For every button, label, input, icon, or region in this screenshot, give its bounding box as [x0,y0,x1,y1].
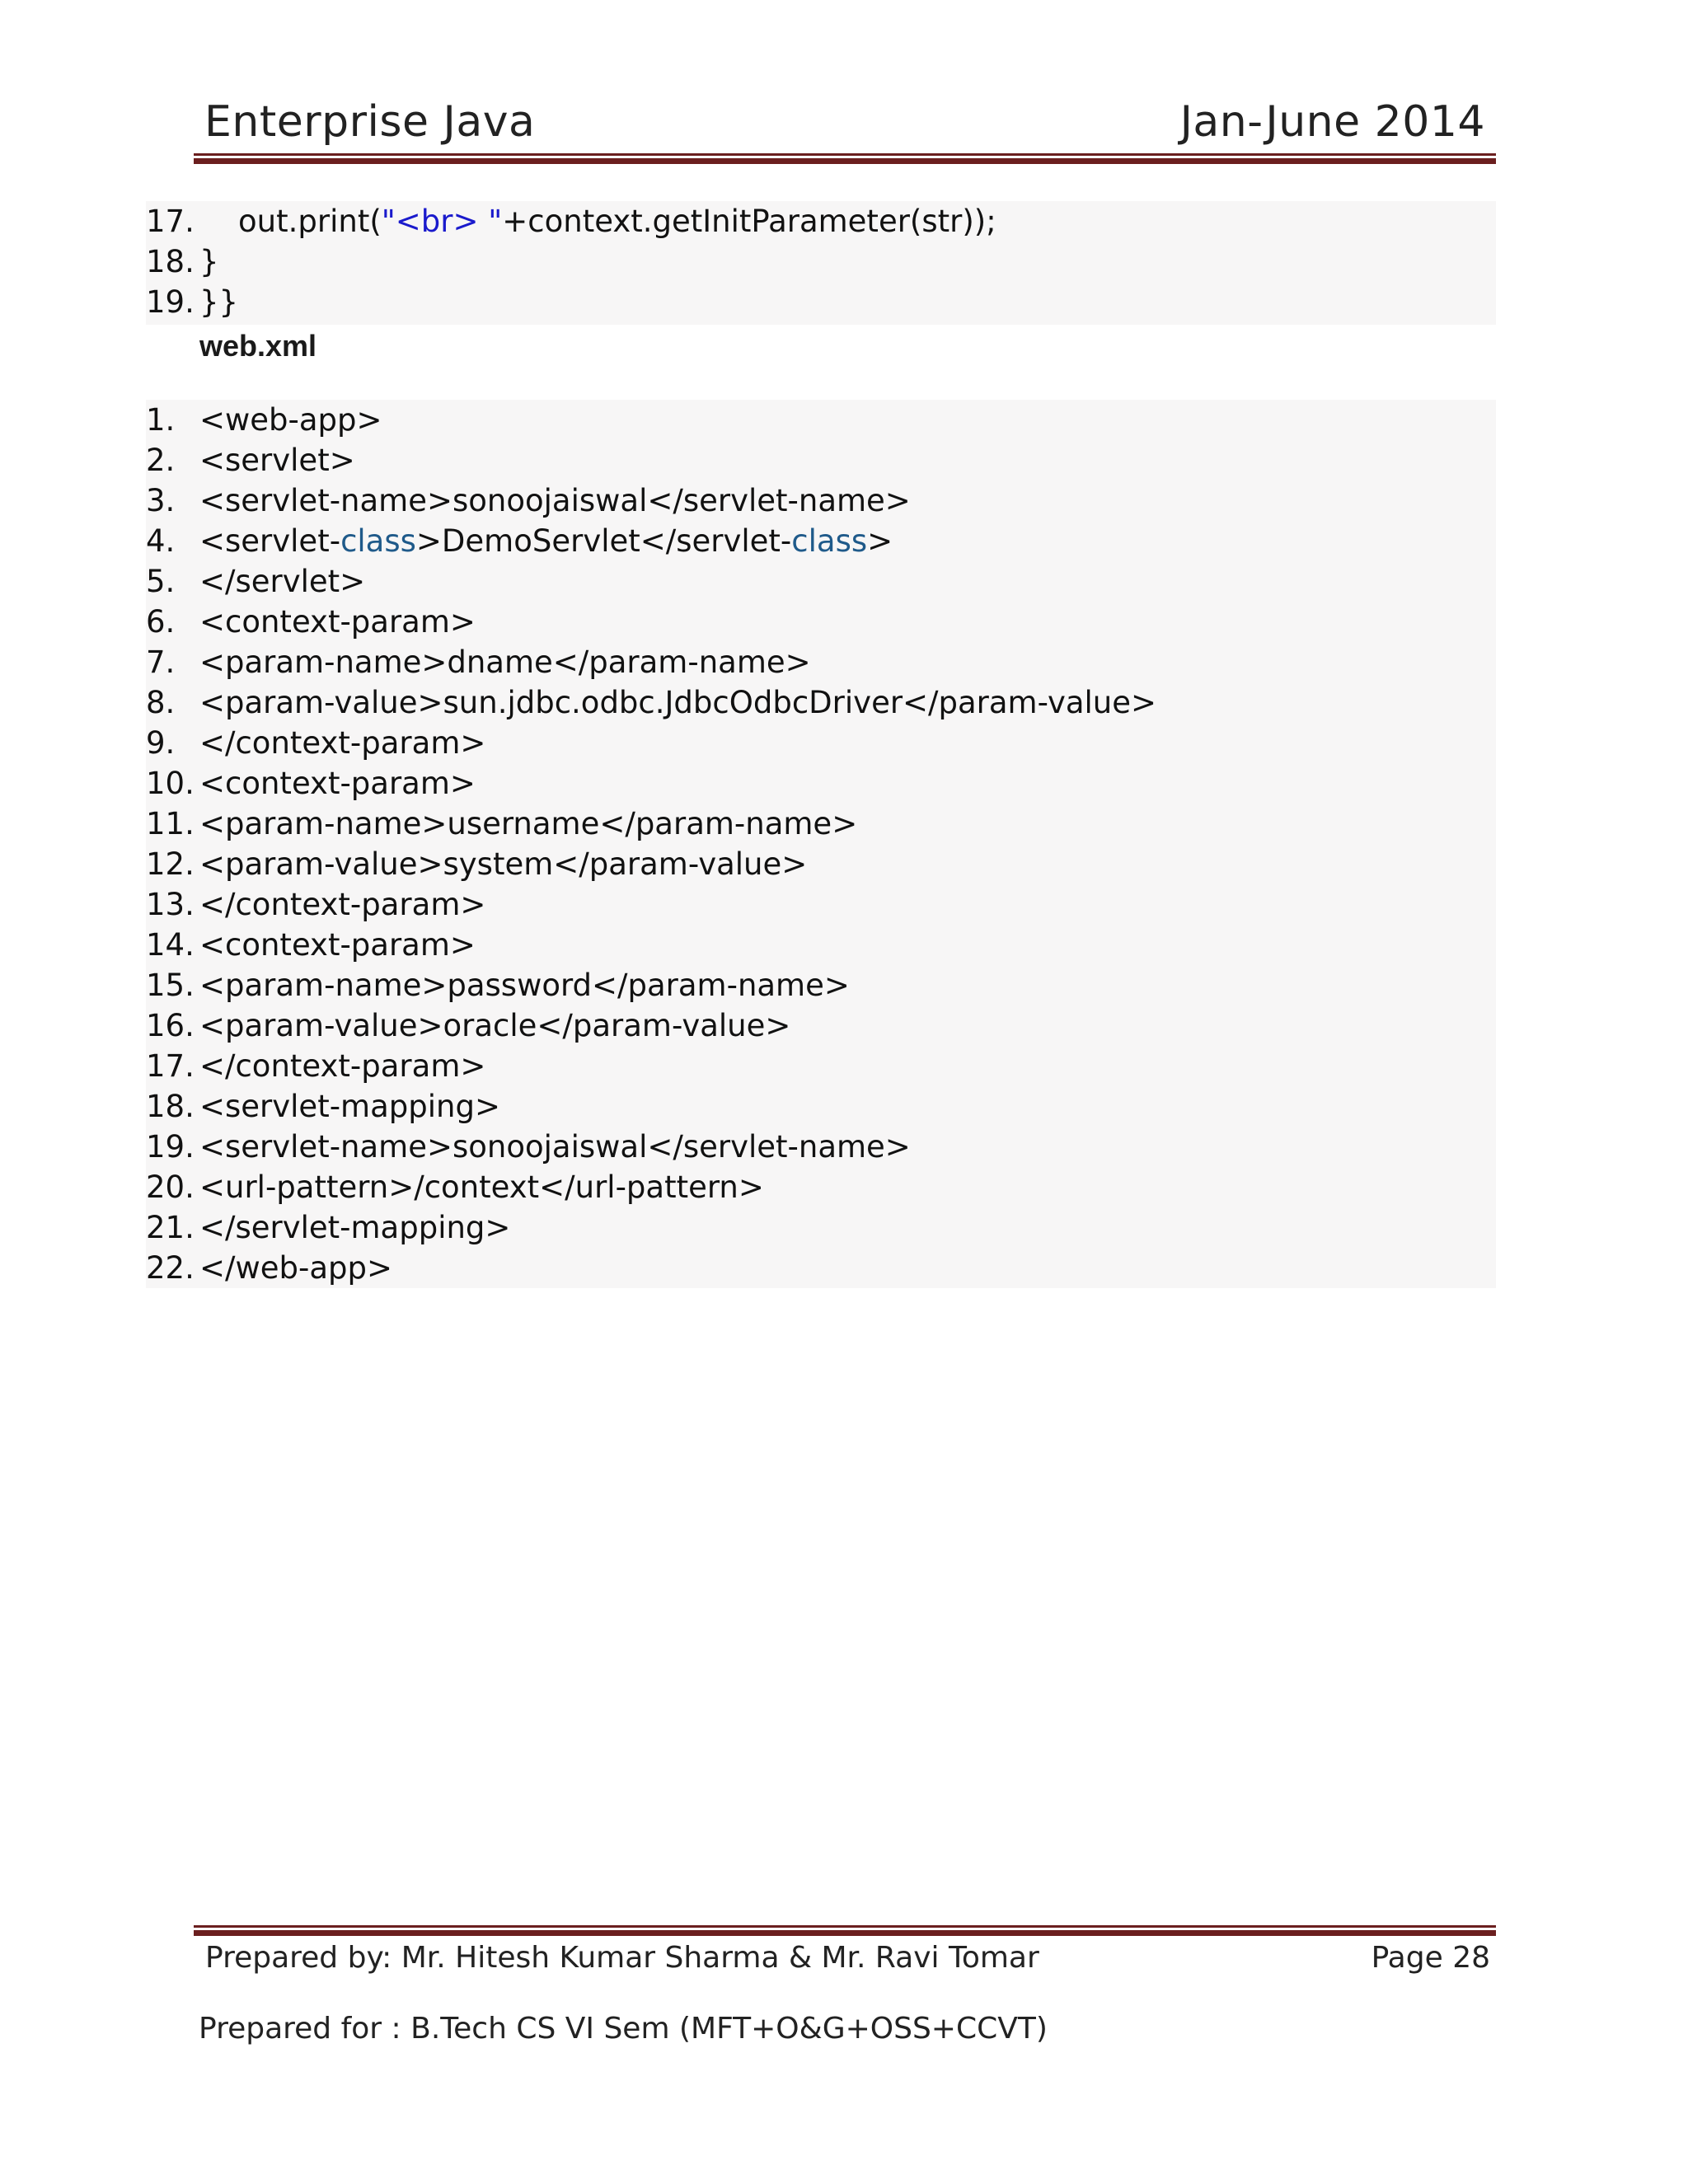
line-number: 22. [146,1250,195,1286]
line-number: 4. [146,523,176,559]
line-number: 18. [146,1089,195,1124]
code-line [146,1207,1496,1248]
code-text: <servlet> [199,443,355,478]
page-number: Page 28 [1371,1941,1490,1975]
code-text: <servlet-mapping> [199,1089,500,1124]
line-number: 13. [146,887,195,922]
code-line [146,804,1496,844]
line-number: 12. [146,846,195,882]
line-number: 14. [146,927,195,963]
code-line [146,1167,1496,1207]
code-text: </context-param> [199,1048,486,1084]
code-keyword: class [791,523,868,559]
code-text: <param-name>dname</param-name> [199,644,811,680]
line-number: 17. [146,204,195,239]
code-line [146,723,1496,763]
code-text: <url-pattern>/context</url-pattern> [199,1169,764,1205]
code-text: out.print( [199,204,382,239]
code-line [146,682,1496,723]
header-rule [194,153,1496,164]
line-number: 10. [146,766,195,801]
footer-prepared-by: Prepared by: Mr. Hitesh Kumar Sharma & Mr. Ravi Tomar [205,1941,1039,1975]
line-number: 3. [146,483,176,518]
code-text: }} [199,284,239,320]
code-text: <context-param> [199,927,476,963]
code-text: <param-name>password</param-name> [199,968,850,1003]
code-text: <servlet-name>sonoojaiswal</servlet-name> [199,483,911,518]
code-text: <param-value>oracle</param-value> [199,1008,791,1043]
code-line [146,1086,1496,1127]
code-text: <servlet- [199,523,341,559]
line-number: 9. [146,725,176,761]
header-date: Jan-June 2014 [1179,97,1485,147]
line-number: 18. [146,244,195,279]
code-line [146,561,1496,602]
code-line [146,925,1496,965]
code-line [146,282,1496,322]
code-block-java [146,201,1496,325]
line-number: 21. [146,1210,195,1245]
line-number: 7. [146,644,176,680]
code-string: "<br> " [381,204,503,239]
code-line [146,884,1496,925]
code-line [146,844,1496,884]
line-number: 2. [146,443,176,478]
line-number: 17. [146,1048,195,1084]
code-line [146,965,1496,1005]
code-line [146,642,1496,682]
code-line [146,521,1496,561]
code-line [146,602,1496,642]
code-text: <web-app> [199,402,382,438]
code-line [146,480,1496,521]
code-text: <servlet-name>sonoojaiswal</servlet-name> [199,1129,911,1165]
line-number: 19. [146,1129,195,1165]
code-line [146,1046,1496,1086]
code-text: >DemoServlet</servlet- [415,523,792,559]
code-line [146,440,1496,480]
code-keyword: class [340,523,416,559]
code-text: </servlet-mapping> [199,1210,511,1245]
code-block-xml [146,400,1496,1288]
code-text: <context-param> [199,766,476,801]
code-text: +context.getInitParameter(str)); [502,204,996,239]
line-number: 20. [146,1169,195,1205]
line-number: 5. [146,564,176,599]
code-line [146,241,1496,282]
code-line [146,400,1496,440]
footer-prepared-for: Prepared for : B.Tech CS VI Sem (MFT+O&G+OSS+CCVT) [199,2012,1048,2046]
header-title: Enterprise Java [204,97,536,147]
line-number: 16. [146,1008,195,1043]
code-text: </web-app> [199,1250,392,1286]
code-line [146,1005,1496,1046]
code-text: <param-name>username</param-name> [199,806,858,841]
code-text: <param-value>sun.jdbc.odbc.JdbcOdbcDriver</param-value> [199,685,1157,720]
line-number: 15. [146,968,195,1003]
code-text: > [867,523,893,559]
line-number: 19. [146,284,195,320]
line-number: 8. [146,685,176,720]
code-text: } [199,244,219,279]
code-line [146,1127,1496,1167]
code-line [146,201,1496,241]
footer-rule [194,1925,1496,1936]
code-text: </context-param> [199,725,486,761]
line-number: 6. [146,604,176,640]
code-text: <context-param> [199,604,476,640]
file-label: web.xml [199,329,317,363]
code-line [146,1248,1496,1288]
code-text: </context-param> [199,887,486,922]
code-line [146,763,1496,804]
line-number: 1. [146,402,176,438]
code-text: </servlet> [199,564,366,599]
line-number: 11. [146,806,195,841]
code-text: <param-value>system</param-value> [199,846,808,882]
